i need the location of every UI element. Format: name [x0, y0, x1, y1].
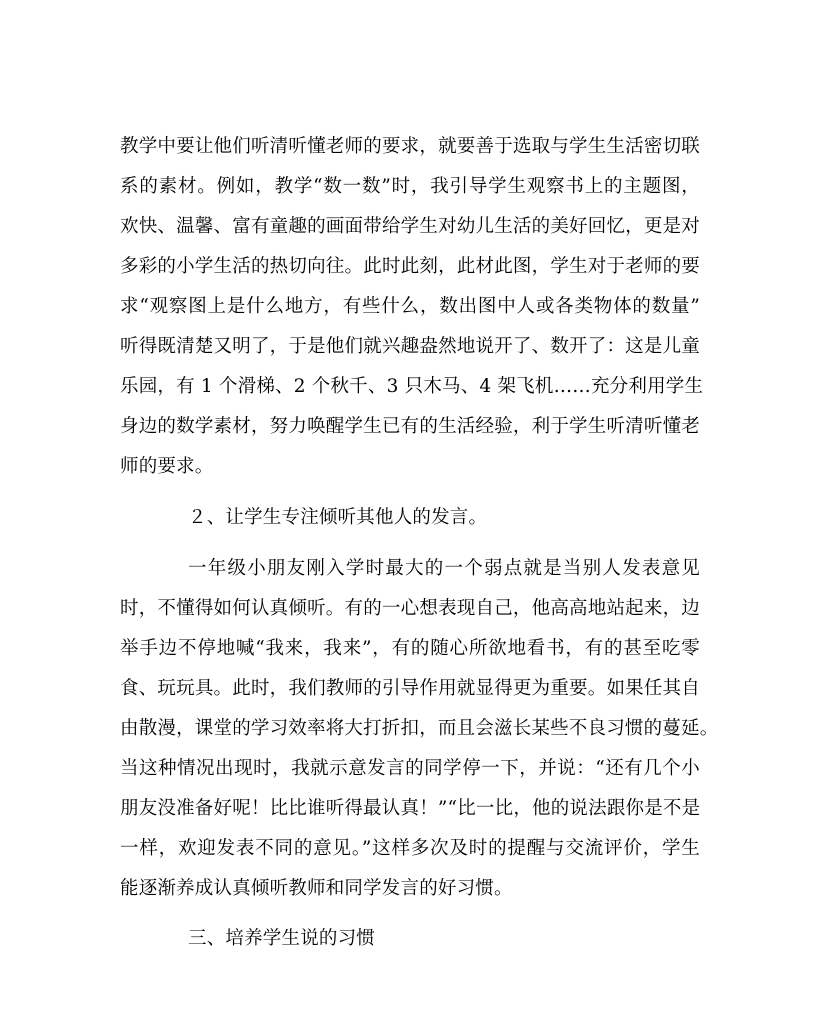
subsection-heading: ２、让学生专注倾听其他人的发言。 — [188, 507, 488, 528]
paragraph-line: 乐园，有 1 个滑梯、2 个秋千、3 只木马、4 架飞机……充分利用学生 — [120, 376, 704, 397]
paragraph-line: 举手边不停地喊“我来，我来”，有的随心所欲地看书，有的甚至吃零 — [120, 638, 700, 659]
paragraph-line: 求“观察图上是什么地方，有些什么，数出图中人或各类物体的数量” — [120, 296, 700, 317]
paragraph-line: 一年级小朋友刚入学时最大的一个弱点就是当别人发表意见 — [188, 558, 700, 579]
paragraph-line: 能逐渐养成认真倾听教师和同学发言的好习惯。 — [120, 878, 513, 899]
paragraph-line: 一样，欢迎发表不同的意见。”这样多次及时的提醒与交流评价，学生 — [120, 838, 700, 859]
section-heading: 三、培养学生说的习惯 — [188, 928, 376, 949]
paragraph-line: 欢快、温馨、富有童趣的画面带给学生对幼儿生活的美好回忆，更是对 — [120, 216, 700, 237]
paragraph-line: 教学中要让他们听清听懂老师的要求，就要善于选取与学生生活密切联 — [120, 136, 700, 157]
paragraph-line: 朋友没准备好呢！比比谁听得最认真！”“比一比，他的说法跟你是不是 — [120, 798, 701, 819]
paragraph-line: 师的要求。 — [120, 456, 214, 477]
paragraph-line: 身边的数学素材，努力唤醒学生已有的生活经验，利于学生听清听懂老 — [120, 416, 700, 437]
paragraph-line: 当这种情况出现时，我就示意发言的同学停一下，并说：“还有几个小 — [120, 758, 700, 779]
paragraph-line: 由散漫，课堂的学习效率将大打折扣，而且会滋长某些不良习惯的蔓延。 — [120, 718, 719, 739]
paragraph-line: 时，不懂得如何认真倾听。有的一心想表现自己，他高高地站起来，边 — [120, 598, 700, 619]
paragraph-line: 食、玩玩具。此时，我们教师的引导作用就显得更为重要。如果任其自 — [120, 678, 700, 699]
paragraph-line: 听得既清楚又明了，于是他们就兴趣盎然地说开了、数开了：这是儿童 — [120, 336, 700, 357]
paragraph-line: 系的素材。例如，教学“数一数”时，我引导学生观察书上的主题图， — [120, 176, 700, 197]
paragraph-line: 多彩的小学生活的热切向往。此时此刻，此材此图，学生对于老师的要 — [120, 256, 700, 277]
